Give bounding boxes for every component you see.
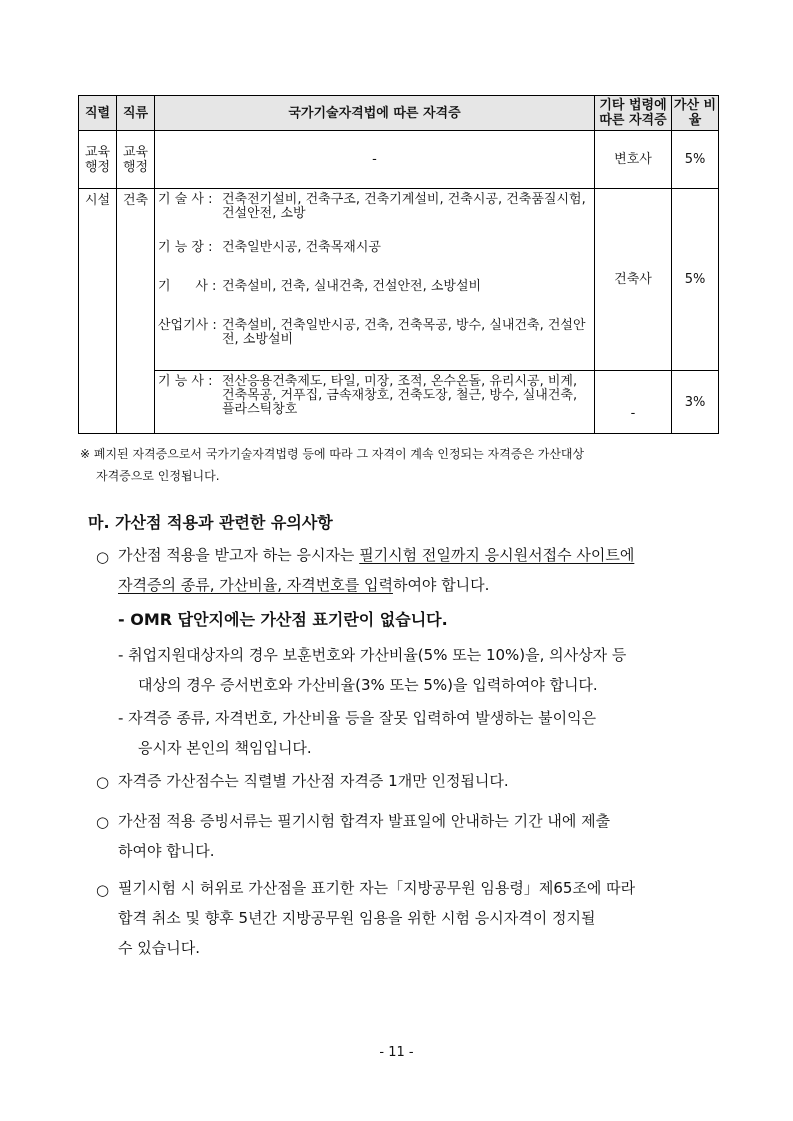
header-class: 직류 (117, 96, 155, 131)
bullet-icon: ○ (96, 773, 110, 791)
underlined-text: 필기시험 전일까지 응시원서접수 사이트에 (359, 546, 635, 564)
text: 하여야 합니다. (118, 842, 215, 860)
cell-class: 건축 (117, 189, 155, 434)
cell-ratio: 3% (672, 371, 719, 434)
cert-list: 건축설비, 건축, 실내건축, 건설안전, 소방설비 (222, 279, 482, 294)
certificate-table (78, 95, 719, 434)
text: - 자격증 종류, 자격번호, 가산비율 등을 잘못 입력하여 발생하는 불이익은 (118, 709, 597, 727)
notice-paragraph (118, 540, 723, 600)
cell-national-cert-group (155, 189, 595, 371)
section-title: 마. 가산점 적용과 관련한 유의사항 (88, 513, 333, 532)
cert-line (155, 319, 594, 347)
cert-line (155, 280, 594, 294)
cell-rank: 시설 (79, 189, 117, 434)
cert-level: 기 술 사 : (158, 192, 213, 207)
table-row (79, 131, 719, 189)
cell-national-cert-group (155, 371, 595, 434)
cell-class: 교육 행정 (117, 131, 155, 189)
cell-ratio: 5% (672, 189, 719, 371)
cert-level: 기 사 : (158, 279, 217, 294)
header-ratio: 가산 비율 (672, 96, 719, 131)
text: 하여야 합니다. (392, 576, 490, 594)
cell-national-cert: - (155, 131, 595, 189)
cert-line (155, 193, 594, 221)
text: 가산점 적용을 받고자 하는 응시자는 (118, 546, 360, 564)
cell-ratio: 5% (672, 131, 719, 189)
header-national-cert: 국가기술자격법에 따른 자격증 (155, 96, 595, 131)
page-number: - 11 - (379, 1045, 414, 1060)
cert-list: 전산응용건축제도, 타일, 미장, 조적, 온수온돌, 유리시공, 비계, 건축목공, 거푸집, 금속재창호, 건축도장, 철근, 방수, 실내건축, 플라스틱창호 (222, 374, 578, 417)
cert-list: 건축설비, 건축일반시공, 건축, 건축목공, 방수, 실내건축, 건설안전, 소방설비 (222, 318, 586, 347)
cert-line (155, 375, 594, 417)
header-rank: 직렬 (79, 96, 117, 131)
cell-other-cert: 건축사 (595, 189, 672, 371)
bullet-icon: ○ (96, 813, 110, 831)
notice-paragraph (118, 873, 635, 963)
text: 합격 취소 및 향후 5년간 지방공무원 임용을 위한 시험 응시자격이 정지될 (118, 909, 596, 927)
notice-paragraph: 자격증 가산점수는 직렬별 가산점 자격증 1개만 인정됩니다. (118, 772, 509, 790)
cell-other-cert: - (595, 371, 672, 434)
footnote-line: ※ 폐지된 자격증으로서 국가기술자격법령 등에 따라 그 자격이 계속 인정되는 자격증은 가산대상 (80, 447, 585, 461)
cert-level: 기 능 사 : (158, 374, 213, 389)
text: - 취업지원대상자의 경우 보훈번호와 가산비율(5% 또는 10%)을, 의사상자 등 (118, 646, 627, 664)
header-other-cert: 기타 법령에 따른 자격증 (595, 96, 672, 131)
underlined-text: 자격증의 종류, 가산비율, 자격번호를 입력 (118, 576, 393, 594)
cell-other-cert: 변호사 (595, 131, 672, 189)
omr-notice: - OMR 답안지에는 가산점 표기란이 없습니다. (118, 610, 448, 629)
bullet-icon: ○ (96, 548, 110, 566)
text: 가산점 적용 증빙서류는 필기시험 합격자 발표일에 안내하는 기간 내에 제출 (118, 812, 611, 830)
sub-item (118, 703, 596, 763)
text: 응시자 본인의 책임입니다. (138, 739, 312, 757)
table-header-row (79, 96, 719, 131)
cert-line (155, 241, 594, 255)
footnote (80, 443, 720, 487)
notice-paragraph (118, 806, 610, 866)
cert-level: 기 능 장 : (158, 240, 213, 255)
cert-list: 건축전기설비, 건축구조, 건축기계설비, 건축시공, 건축품질시험, 건설안전, 소방 (222, 192, 586, 221)
table-row (79, 189, 719, 371)
cert-list: 건축일반시공, 건축목재시공 (222, 240, 381, 255)
table-row (79, 371, 719, 434)
text: 대상의 경우 증서번호와 가산비율(3% 또는 5%)을 입력하여야 합니다. (138, 676, 598, 694)
bullet-icon: ○ (96, 881, 110, 899)
footnote-line: 자격증으로 인정됩니다. (96, 469, 220, 483)
sub-item (118, 640, 626, 700)
text: 필기시험 시 허위로 가산점을 표기한 자는「지방공무원 임용령」제65조에 따라 (118, 879, 636, 897)
cert-level: 산업기사 : (158, 318, 217, 333)
cell-rank: 교육 행정 (79, 131, 117, 189)
text: 수 있습니다. (118, 939, 200, 957)
